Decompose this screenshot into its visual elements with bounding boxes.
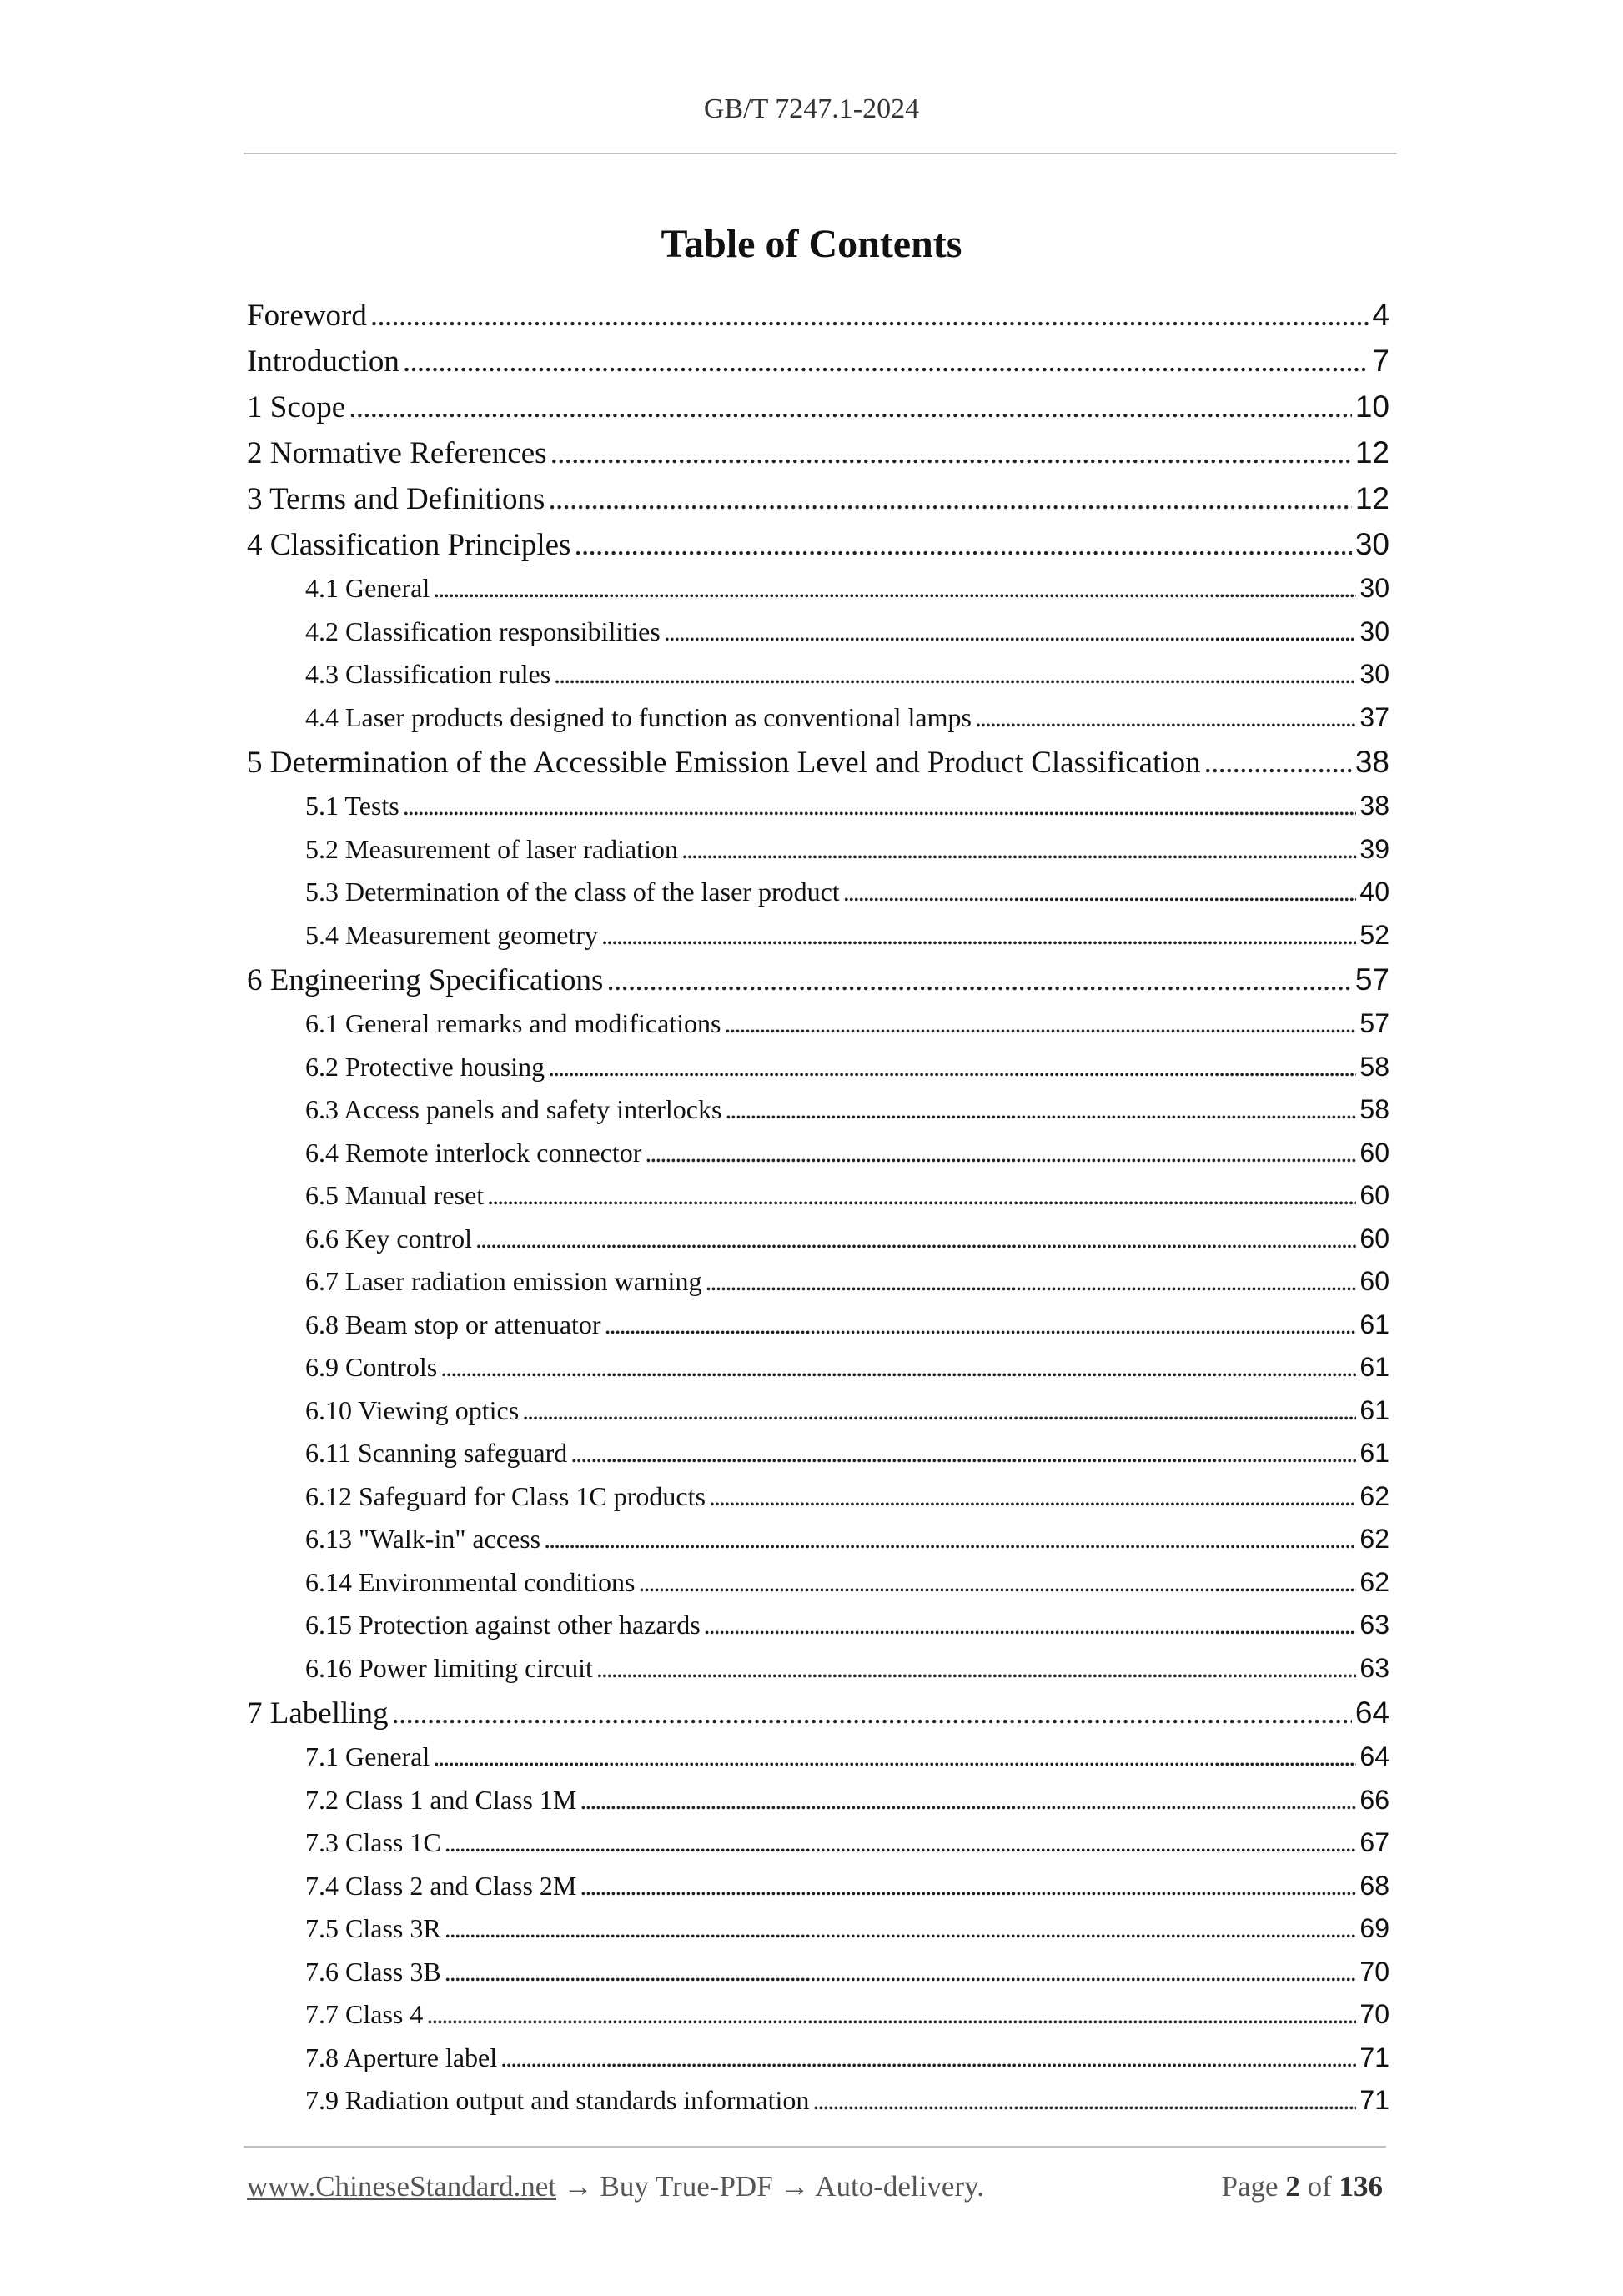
toc-entry-title: 7.2 Class 1 and Class 1M: [305, 1784, 577, 1815]
toc-entry-title: 7.7 Class 4: [305, 1999, 424, 2029]
dot-leader: [433, 1736, 1356, 1779]
toc-entry[interactable]: [247, 1647, 1389, 1691]
toc-entry[interactable]: [247, 1736, 1389, 1779]
toc-entry-page: 70: [1359, 1999, 1389, 2029]
dot-leader: [639, 1561, 1357, 1605]
toc-entry[interactable]: [247, 475, 1389, 521]
toc-entry[interactable]: [247, 521, 1389, 567]
toc-entry-title: 6.6 Key control: [305, 1223, 472, 1254]
toc-entry-title: 5.4 Measurement geometry: [305, 919, 598, 950]
dot-leader: [475, 1218, 1356, 1261]
toc-entry-title: 6.9 Controls: [305, 1352, 438, 1382]
toc-entry-page: 60: [1359, 1223, 1389, 1254]
dot-leader: [605, 1304, 1357, 1347]
toc-entry-page: 60: [1359, 1180, 1389, 1210]
toc-entry-page: 40: [1359, 877, 1389, 907]
toc-entry[interactable]: [247, 1821, 1389, 1865]
toc-entry-page: 30: [1359, 659, 1389, 689]
toc-entry-page: 66: [1359, 1784, 1389, 1815]
toc-entry[interactable]: [247, 430, 1389, 475]
toc-entry-page: 64: [1354, 1696, 1389, 1730]
toc-entry-page: 62: [1359, 1480, 1389, 1511]
total-pages: 136: [1339, 2170, 1383, 2203]
dot-leader: [544, 1518, 1356, 1561]
toc-entry[interactable]: [247, 2079, 1389, 2123]
toc-entry-title: 6.16 Power limiting circuit: [305, 1652, 593, 1683]
toc-entry[interactable]: [247, 1218, 1389, 1261]
toc-entry[interactable]: [247, 1132, 1389, 1175]
toc-entry-title: 4.2 Classification responsibilities: [305, 615, 661, 646]
toc-entry-title: 7.4 Class 2 and Class 2M: [305, 1870, 577, 1901]
toc-entry-title: 7.9 Radiation output and standards information: [305, 2085, 810, 2115]
dot-leader: [403, 785, 1357, 828]
toc-entry-page: 58: [1359, 1094, 1389, 1124]
toc-entry-title: Introduction: [247, 344, 399, 379]
dot-leader: [606, 957, 1351, 1003]
promo-text: → Buy True-PDF → Auto-delivery.: [563, 2170, 985, 2203]
dot-leader: [445, 1951, 1357, 1994]
dot-leader: [570, 1432, 1356, 1475]
toc-entry-title: 4.3 Classification rules: [305, 659, 551, 689]
toc-entry-page: 60: [1359, 1266, 1389, 1296]
toc-entry-page: 62: [1359, 1566, 1389, 1597]
toc-entry-page: 38: [1359, 791, 1389, 821]
toc-entry-title: 5.1 Tests: [305, 791, 399, 821]
toc-entry-page: 62: [1359, 1524, 1389, 1554]
toc-entry-page: 68: [1359, 1870, 1389, 1901]
toc-entry-title: 6.10 Viewing optics: [305, 1394, 520, 1425]
toc-entry-page: 7: [1372, 344, 1389, 378]
page-number: Page 2 of 136: [1221, 2170, 1383, 2203]
toc-entry[interactable]: [247, 610, 1389, 654]
dot-leader: [554, 653, 1356, 696]
toc-entry-title: 4.1 General: [305, 573, 430, 603]
site-link[interactable]: www.ChineseStandard.net: [247, 2170, 556, 2203]
toc-entry-title: Foreword: [247, 299, 367, 333]
toc-entry-title: 6.2 Protective housing: [305, 1051, 545, 1082]
toc-entry[interactable]: [247, 1993, 1389, 2037]
dot-leader: [550, 430, 1352, 476]
toc-entry-page: 37: [1359, 701, 1389, 732]
toc-entry-title: 5.2 Measurement of laser radiation: [305, 833, 678, 864]
dot-leader: [574, 522, 1351, 568]
toc-entry-title: 6.3 Access panels and safety interlocks: [305, 1094, 722, 1124]
toc-entry[interactable]: [247, 1046, 1389, 1089]
table-of-contents: [247, 292, 1389, 2123]
toc-entry[interactable]: [247, 1088, 1389, 1132]
toc-entry-page: 30: [1354, 527, 1389, 561]
toc-entry[interactable]: [247, 653, 1389, 696]
dot-leader: [664, 610, 1357, 654]
dot-leader: [596, 1647, 1357, 1691]
toc-entry-title: 6.13 "Walk-in" access: [305, 1524, 541, 1554]
page-title: Table of Contents: [661, 222, 962, 266]
toc-entry-page: 63: [1359, 1652, 1389, 1683]
dot-leader: [487, 1174, 1356, 1218]
dot-leader: [580, 1865, 1356, 1908]
toc-entry[interactable]: [247, 338, 1389, 384]
toc-entry-title: 7.3 Class 1C: [305, 1827, 441, 1857]
dot-leader: [843, 871, 1357, 914]
dot-leader: [548, 476, 1351, 522]
toc-entry[interactable]: [247, 1907, 1389, 1951]
toc-entry[interactable]: [247, 1690, 1389, 1736]
toc-entry-title: 6.5 Manual reset: [305, 1180, 485, 1210]
document-header: GB/T 7247.1-2024: [703, 93, 920, 124]
toc-entry-page: 4: [1372, 298, 1389, 332]
toc-entry-page: 10: [1354, 389, 1389, 424]
footer-left: [247, 2170, 984, 2203]
toc-entry-title: 3 Terms and Definitions: [247, 482, 545, 516]
toc-entry[interactable]: [247, 1389, 1389, 1433]
toc-entry-page: 61: [1359, 1309, 1389, 1339]
toc-entry-title: 6 Engineering Specifications: [247, 963, 604, 997]
toc-entry-title: 7.5 Class 3R: [305, 1913, 441, 1943]
toc-entry[interactable]: [247, 1604, 1389, 1647]
toc-entry-title: 6.12 Safeguard for Class 1C products: [305, 1480, 706, 1511]
dot-leader: [580, 1779, 1356, 1822]
toc-entry[interactable]: [247, 957, 1389, 1002]
dot-leader: [705, 1260, 1356, 1304]
dot-leader: [975, 696, 1356, 740]
toc-entry-title: 6.11 Scanning safeguard: [305, 1438, 568, 1468]
toc-entry[interactable]: [247, 1951, 1389, 1994]
dot-leader: [500, 2037, 1356, 2080]
toc-entry[interactable]: [247, 2037, 1389, 2080]
toc-entry[interactable]: [247, 1779, 1389, 1822]
toc-entry-page: 30: [1359, 615, 1389, 646]
toc-entry-page: 57: [1359, 1008, 1389, 1038]
current-page: 2: [1285, 2170, 1300, 2203]
toc-entry-page: 61: [1359, 1394, 1389, 1425]
toc-entry-page: 57: [1354, 962, 1389, 997]
dot-leader: [349, 384, 1352, 430]
dot-leader: [681, 828, 1356, 872]
toc-entry-page: 63: [1359, 1610, 1389, 1640]
toc-entry-title: 6.14 Environmental conditions: [305, 1566, 636, 1597]
dot-leader: [522, 1389, 1356, 1433]
toc-entry-page: 12: [1354, 435, 1389, 470]
dot-leader: [812, 2079, 1356, 2123]
toc-entry[interactable]: [247, 1475, 1389, 1519]
toc-entry-page: 61: [1359, 1352, 1389, 1382]
toc-entry[interactable]: [247, 871, 1389, 914]
toc-entry-page: 12: [1354, 481, 1389, 515]
toc-entry-title: 6.1 General remarks and modifications: [305, 1008, 721, 1038]
dot-leader: [601, 914, 1356, 957]
toc-entry-title: 7 Labelling: [247, 1696, 389, 1731]
dot-leader: [392, 1691, 1352, 1736]
toc-entry-page: 70: [1359, 1956, 1389, 1987]
dot-leader: [403, 339, 1369, 384]
toc-entry-title: 6.15 Protection against other hazards: [305, 1610, 701, 1640]
toc-entry-title: 4.4 Laser products designed to function as conventional lamps: [305, 701, 972, 732]
toc-entry[interactable]: [247, 1174, 1389, 1218]
toc-entry-title: 5.3 Determination of the class of the laser product: [305, 877, 840, 907]
dot-leader: [445, 1907, 1357, 1951]
dot-leader: [445, 1821, 1357, 1865]
toc-entry-title: 7.8 Aperture label: [305, 2042, 498, 2072]
toc-entry[interactable]: [247, 696, 1389, 740]
toc-entry[interactable]: [247, 1865, 1389, 1908]
toc-entry[interactable]: [247, 914, 1389, 957]
dot-leader: [1204, 740, 1352, 786]
toc-entry-title: 4 Classification Principles: [247, 528, 571, 562]
toc-entry[interactable]: [247, 1304, 1389, 1347]
toc-entry[interactable]: [247, 384, 1389, 430]
toc-entry-title: 5 Determination of the Accessible Emission Level and Product Classification: [247, 746, 1201, 780]
toc-entry-page: 64: [1359, 1741, 1389, 1771]
toc-entry[interactable]: [247, 1346, 1389, 1389]
toc-entry[interactable]: [247, 739, 1389, 785]
toc-entry-title: 2 Normative References: [247, 436, 547, 470]
toc-entry-page: 30: [1359, 573, 1389, 603]
toc-entry[interactable]: [247, 828, 1389, 872]
toc-entry-page: 71: [1359, 2042, 1389, 2072]
dot-leader: [645, 1132, 1356, 1175]
toc-entry-page: 60: [1359, 1137, 1389, 1168]
dot-leader: [704, 1604, 1357, 1647]
toc-entry-title: 7.6 Class 3B: [305, 1956, 441, 1987]
dot-leader: [370, 293, 1369, 339]
dot-leader: [433, 567, 1356, 610]
toc-entry-page: 69: [1359, 1913, 1389, 1943]
toc-entry-page: 58: [1359, 1051, 1389, 1082]
toc-entry[interactable]: [247, 1260, 1389, 1304]
toc-entry-title: 1 Scope: [247, 390, 346, 425]
dot-leader: [426, 1993, 1356, 2037]
toc-entry[interactable]: [247, 1002, 1389, 1046]
page-footer: [247, 2170, 1383, 2203]
dot-leader: [440, 1346, 1356, 1389]
toc-entry-page: 39: [1359, 833, 1389, 864]
toc-entry-page: 61: [1359, 1438, 1389, 1468]
toc-entry-title: 6.7 Laser radiation emission warning: [305, 1266, 702, 1296]
dot-leader: [709, 1475, 1356, 1519]
toc-entry-title: 6.8 Beam stop or attenuator: [305, 1309, 601, 1339]
toc-entry-page: 52: [1359, 919, 1389, 950]
dot-leader: [725, 1002, 1357, 1046]
toc-entry[interactable]: [247, 292, 1389, 338]
dot-leader: [548, 1046, 1356, 1089]
toc-entry[interactable]: [247, 1561, 1389, 1605]
toc-entry[interactable]: [247, 1432, 1389, 1475]
toc-entry-title: 6.4 Remote interlock connector: [305, 1137, 642, 1168]
toc-entry-page: 71: [1359, 2085, 1389, 2115]
toc-entry[interactable]: [247, 1518, 1389, 1561]
toc-entry-page: 67: [1359, 1827, 1389, 1857]
footer-divider: [244, 2146, 1386, 2148]
toc-entry[interactable]: [247, 785, 1389, 828]
dot-leader: [725, 1088, 1356, 1132]
toc-entry-page: 38: [1354, 745, 1389, 779]
toc-entry[interactable]: [247, 567, 1389, 610]
toc-entry-title: 7.1 General: [305, 1741, 430, 1771]
header-divider: [244, 153, 1397, 154]
